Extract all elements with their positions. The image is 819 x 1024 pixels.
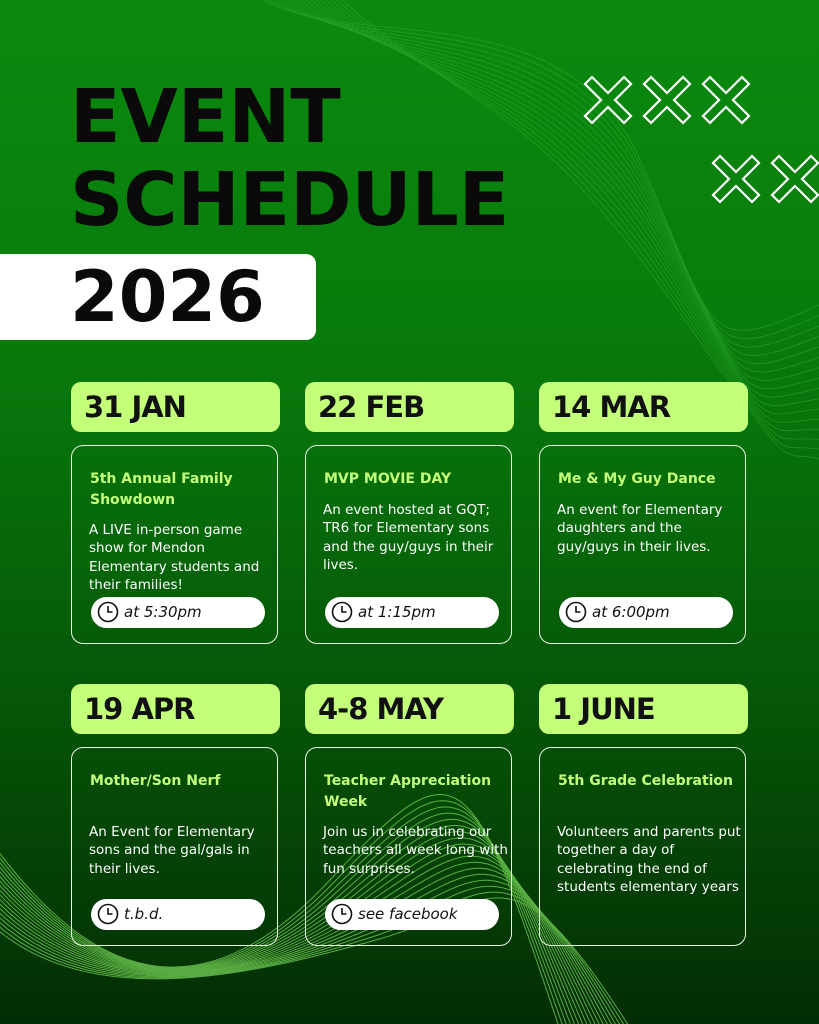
x-mark-icon xyxy=(772,156,818,202)
year-banner xyxy=(0,254,316,340)
date-label: 19 APR xyxy=(84,692,195,726)
event-card-3 xyxy=(539,445,746,644)
event-title: 5th Annual Family Showdown xyxy=(90,471,233,508)
event-time: see facebook xyxy=(358,905,458,923)
event-time-pill xyxy=(91,597,265,628)
event-description: A LIVE in-person game show for Mendon Elementary students and their families! xyxy=(89,522,260,593)
date-pill-event-5 xyxy=(305,684,514,734)
event-card-2 xyxy=(305,445,512,644)
event-card-1 xyxy=(71,445,278,644)
date-pill-event-6 xyxy=(539,684,748,734)
clock-icon xyxy=(331,903,353,925)
title-line-schedule: SCHEDULE xyxy=(70,157,510,243)
event-title: Teacher Appreciation Week xyxy=(324,773,492,810)
x-mark-icon xyxy=(644,77,690,123)
event-time: at 6:00pm xyxy=(592,603,670,621)
event-title: MVP MOVIE DAY xyxy=(324,471,452,487)
event-title: Me & My Guy Dance xyxy=(558,471,716,487)
x-mark-icon xyxy=(713,156,759,202)
date-label: 1 JUNE xyxy=(552,692,655,726)
event-time: t.b.d. xyxy=(124,905,164,923)
date-pill-event-2 xyxy=(305,382,514,432)
event-description: Volunteers and parents put together a day of celebrating the end of students elementary years xyxy=(557,824,741,895)
date-label: 14 MAR xyxy=(552,390,671,424)
event-title: 5th Grade Celebration xyxy=(558,773,734,789)
event-description: An event for Elementary daughters and the guy/guys in their lives. xyxy=(557,502,723,555)
event-card-5 xyxy=(305,747,512,946)
date-label: 4-8 MAY xyxy=(318,692,444,726)
event-time: at 5:30pm xyxy=(124,603,202,621)
event-description: An Event for Elementary sons and the gal/gals in their lives. xyxy=(89,824,255,877)
clock-icon xyxy=(331,601,353,623)
date-pill-event-4 xyxy=(71,684,280,734)
event-title: Mother/Son Nerf xyxy=(90,773,221,789)
event-description: Join us in celebrating our teachers all week long with fun surprises. xyxy=(323,824,508,877)
clock-icon xyxy=(97,601,119,623)
clock-icon xyxy=(565,601,587,623)
date-label: 22 FEB xyxy=(318,390,425,424)
date-label: 31 JAN xyxy=(84,390,186,424)
clock-icon xyxy=(97,903,119,925)
event-card-6 xyxy=(539,747,746,946)
title-line-event: EVENT xyxy=(70,74,341,160)
event-description: An event hosted at GQT; TR6 for Elementary sons and the guy/guys in their lives. xyxy=(323,502,494,573)
event-time-pill xyxy=(325,597,499,628)
date-pill-event-3 xyxy=(539,382,748,432)
year-text: 2026 xyxy=(70,256,265,338)
x-mark-icon xyxy=(703,77,749,123)
event-time-pill xyxy=(559,597,733,628)
date-pill-event-1 xyxy=(71,382,280,432)
x-marks-decoration xyxy=(585,77,818,202)
event-time-pill xyxy=(91,899,265,930)
event-card-4 xyxy=(71,747,278,946)
event-time-pill xyxy=(325,899,499,930)
event-time: at 1:15pm xyxy=(358,603,436,621)
